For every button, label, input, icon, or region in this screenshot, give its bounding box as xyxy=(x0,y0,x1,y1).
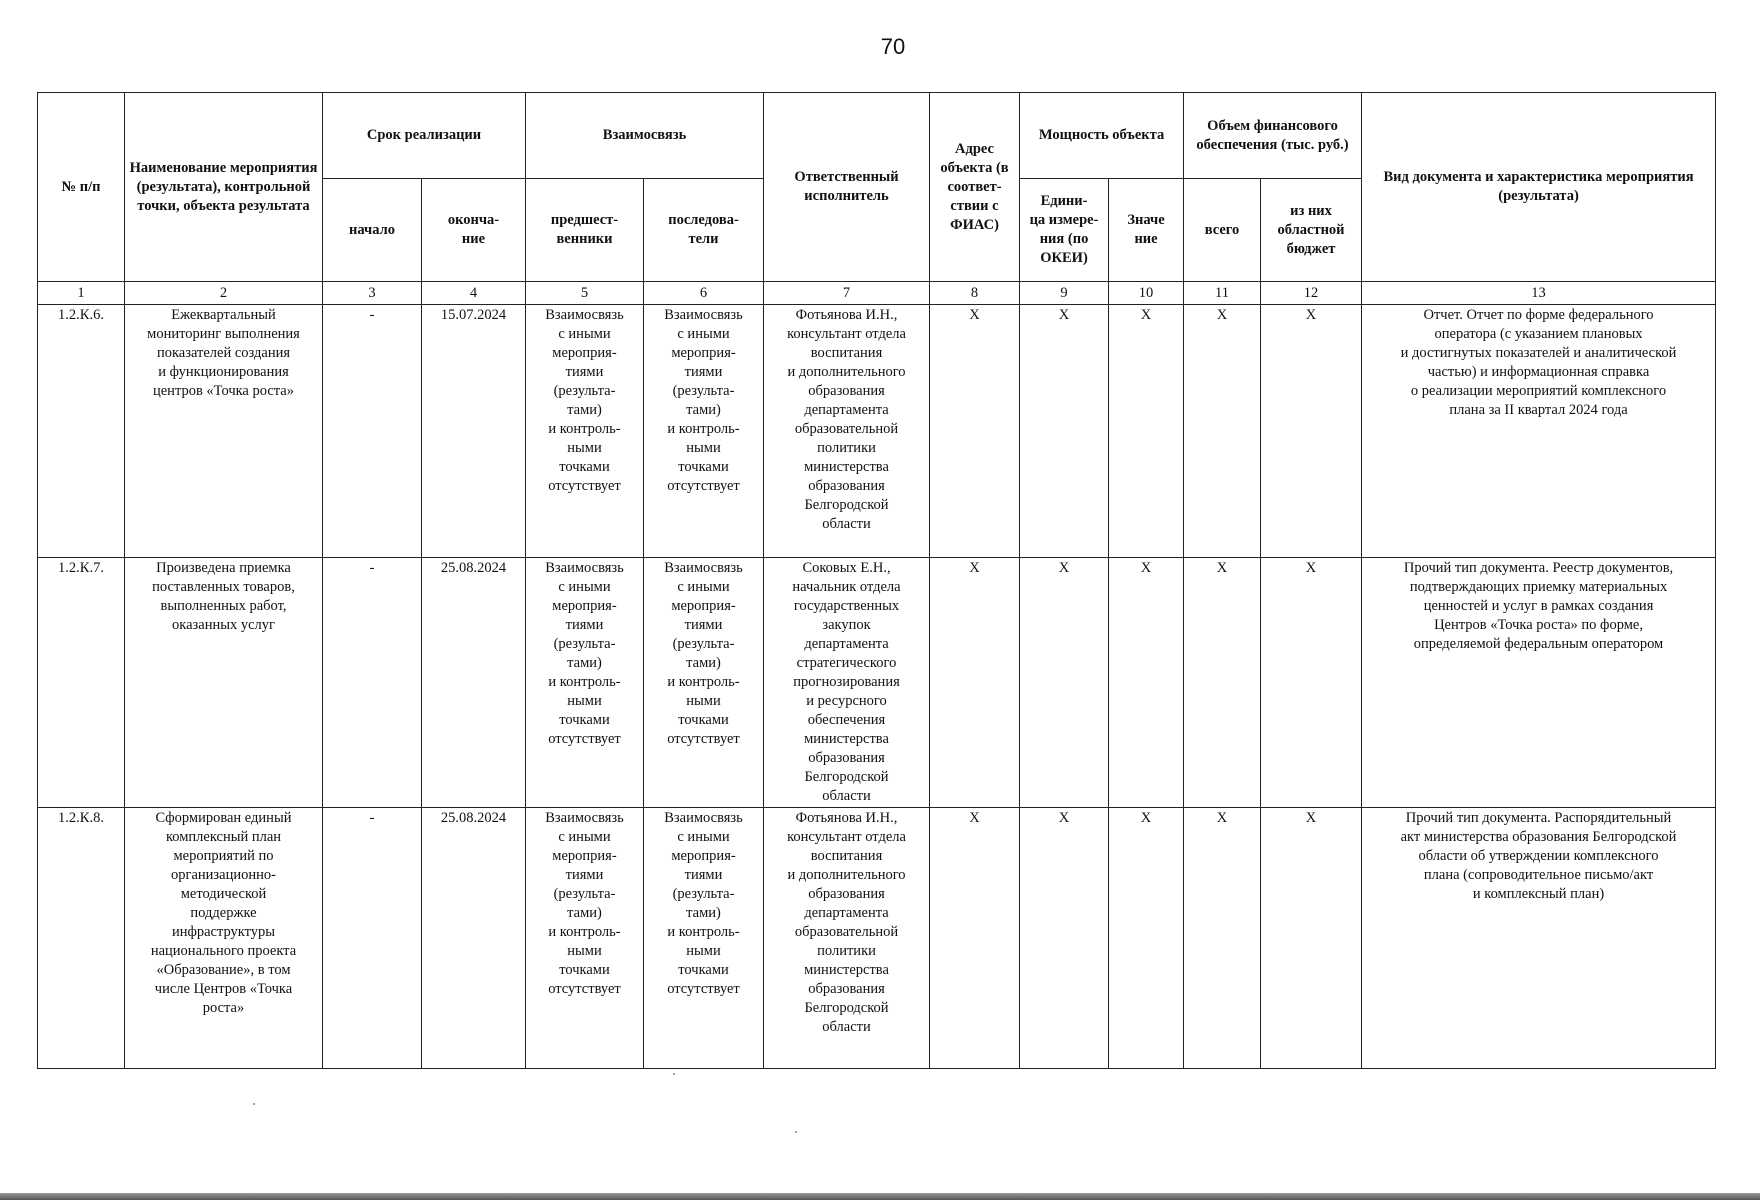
header-row-top xyxy=(38,93,1716,179)
page-number: 70 xyxy=(880,34,906,59)
header-link-prev: предшест- венники xyxy=(526,179,644,282)
row-regional: X xyxy=(1261,558,1362,808)
header-term-end: оконча- ние xyxy=(422,179,526,282)
row-responsible: Соковых Е.Н., начальник отдела государственных закупок департамента стратегического прогнозирования и ресурсного обеспечения министерства образования Белгородской области xyxy=(764,558,930,808)
column-number: 7 xyxy=(764,282,930,305)
header-document: Вид документа и характеристика мероприятия (результата) xyxy=(1362,93,1716,282)
row-responsible: Фотьянова И.Н., консультант отдела воспитания и дополнительного образования департамента образовательной политики министерства образования Белгородской области xyxy=(764,808,930,1069)
row-total: X xyxy=(1184,305,1261,558)
header-responsible: Ответственный исполнитель xyxy=(764,93,930,282)
header-financing: Объем финансового обеспечения (тыс. руб.) xyxy=(1184,93,1362,179)
header-term-start: начало xyxy=(323,179,422,282)
header-power-value: Значе ние xyxy=(1109,179,1184,282)
row-address: X xyxy=(930,558,1020,808)
row-unit: X xyxy=(1020,558,1109,808)
row-document: Прочий тип документа. Распорядительный акт министерства образования Белгородской области об утверждении комплексного плана (сопроводительное письмо/акт и комплексный план) xyxy=(1362,808,1716,1069)
row-end: 15.07.2024 xyxy=(422,305,526,558)
column-number-row xyxy=(38,282,1716,305)
row-regional: X xyxy=(1261,808,1362,1069)
row-unit: X xyxy=(1020,305,1109,558)
column-number: 2 xyxy=(125,282,323,305)
column-number: 9 xyxy=(1020,282,1109,305)
row-total: X xyxy=(1184,808,1261,1069)
row-predecessors: Взаимосвязь с иными мероприя- тиями (результа- тами) и контроль- ными точками отсутствует xyxy=(526,305,644,558)
row-value: X xyxy=(1109,558,1184,808)
column-number: 13 xyxy=(1362,282,1716,305)
header-number: № п/п xyxy=(38,93,125,282)
row-unit: X xyxy=(1020,808,1109,1069)
column-number: 12 xyxy=(1261,282,1362,305)
row-code: 1.2.К.6. xyxy=(38,305,125,558)
row-value: X xyxy=(1109,305,1184,558)
header-financing-total: всего xyxy=(1184,179,1261,282)
row-document: Прочий тип документа. Реестр документов, подтверждающих приемку материальных ценностей и услуг в рамках создания Центров «Точка роста» по форме, определяемой федеральным оператором xyxy=(1362,558,1716,808)
header-address: Адрес объекта (в соответ- ствии с ФИАС) xyxy=(930,93,1020,282)
row-predecessors: Взаимосвязь с иными мероприя- тиями (результа- тами) и контроль- ными точками отсутствует xyxy=(526,558,644,808)
column-number: 10 xyxy=(1109,282,1184,305)
row-total: X xyxy=(1184,558,1261,808)
column-number: 4 xyxy=(422,282,526,305)
row-responsible: Фотьянова И.Н., консультант отдела воспитания и дополнительного образования департамента образовательной политики министерства образования Белгородской области xyxy=(764,305,930,558)
row-start: - xyxy=(323,305,422,558)
column-number: 11 xyxy=(1184,282,1261,305)
row-end: 25.08.2024 xyxy=(422,558,526,808)
column-number: 3 xyxy=(323,282,422,305)
header-power: Мощность объекта xyxy=(1020,93,1184,179)
row-end: 25.08.2024 xyxy=(422,808,526,1069)
header-term: Срок реализации xyxy=(323,93,526,179)
header-power-unit: Едини- ца измере- ния (по ОКЕИ) xyxy=(1020,179,1109,282)
row-successors: Взаимосвязь с иными мероприя- тиями (результа- тами) и контроль- ными точками отсутствует xyxy=(644,808,764,1069)
scan-speck xyxy=(253,1103,255,1105)
scan-speck xyxy=(795,1131,797,1133)
row-document: Отчет. Отчет по форме федерального оператора (с указанием плановых и достигнутых показателей и аналитической частью) и информационная справка о реализации мероприятий комплексного плана за II квартал 2024 года xyxy=(1362,305,1716,558)
scan-bottom-edge xyxy=(0,1193,1760,1200)
column-number: 8 xyxy=(930,282,1020,305)
column-number: 1 xyxy=(38,282,125,305)
row-successors: Взаимосвязь с иными мероприя- тиями (результа- тами) и контроль- ными точками отсутствует xyxy=(644,305,764,558)
column-number: 6 xyxy=(644,282,764,305)
row-value: X xyxy=(1109,808,1184,1069)
header-name: Наименование мероприятия (результата), контрольной точки, объекта результата xyxy=(125,93,323,282)
row-start: - xyxy=(323,558,422,808)
table-row xyxy=(38,808,1716,1069)
table-row xyxy=(38,558,1716,808)
header-link-next: последова- тели xyxy=(644,179,764,282)
row-address: X xyxy=(930,808,1020,1069)
scan-speck xyxy=(673,1073,675,1075)
table-row xyxy=(38,305,1716,558)
row-address: X xyxy=(930,305,1020,558)
row-start: - xyxy=(323,808,422,1069)
row-name: Сформирован единый комплексный план мероприятий по организационно- методической поддержке инфраструктуры национального проекта «Образование», в том числе Центров «Точка роста» xyxy=(125,808,323,1069)
plan-table xyxy=(37,92,1716,1069)
row-regional: X xyxy=(1261,305,1362,558)
header-link: Взаимосвязь xyxy=(526,93,764,179)
row-code: 1.2.К.8. xyxy=(38,808,125,1069)
row-name: Произведена приемка поставленных товаров, выполненных работ, оказанных услуг xyxy=(125,558,323,808)
row-successors: Взаимосвязь с иными мероприя- тиями (результа- тами) и контроль- ными точками отсутствует xyxy=(644,558,764,808)
row-name: Ежеквартальный мониторинг выполнения показателей создания и функционирования центров «Точка роста» xyxy=(125,305,323,558)
header-financing-regional: из них областной бюджет xyxy=(1261,179,1362,282)
column-number: 5 xyxy=(526,282,644,305)
row-predecessors: Взаимосвязь с иными мероприя- тиями (результа- тами) и контроль- ными точками отсутствует xyxy=(526,808,644,1069)
row-code: 1.2.К.7. xyxy=(38,558,125,808)
